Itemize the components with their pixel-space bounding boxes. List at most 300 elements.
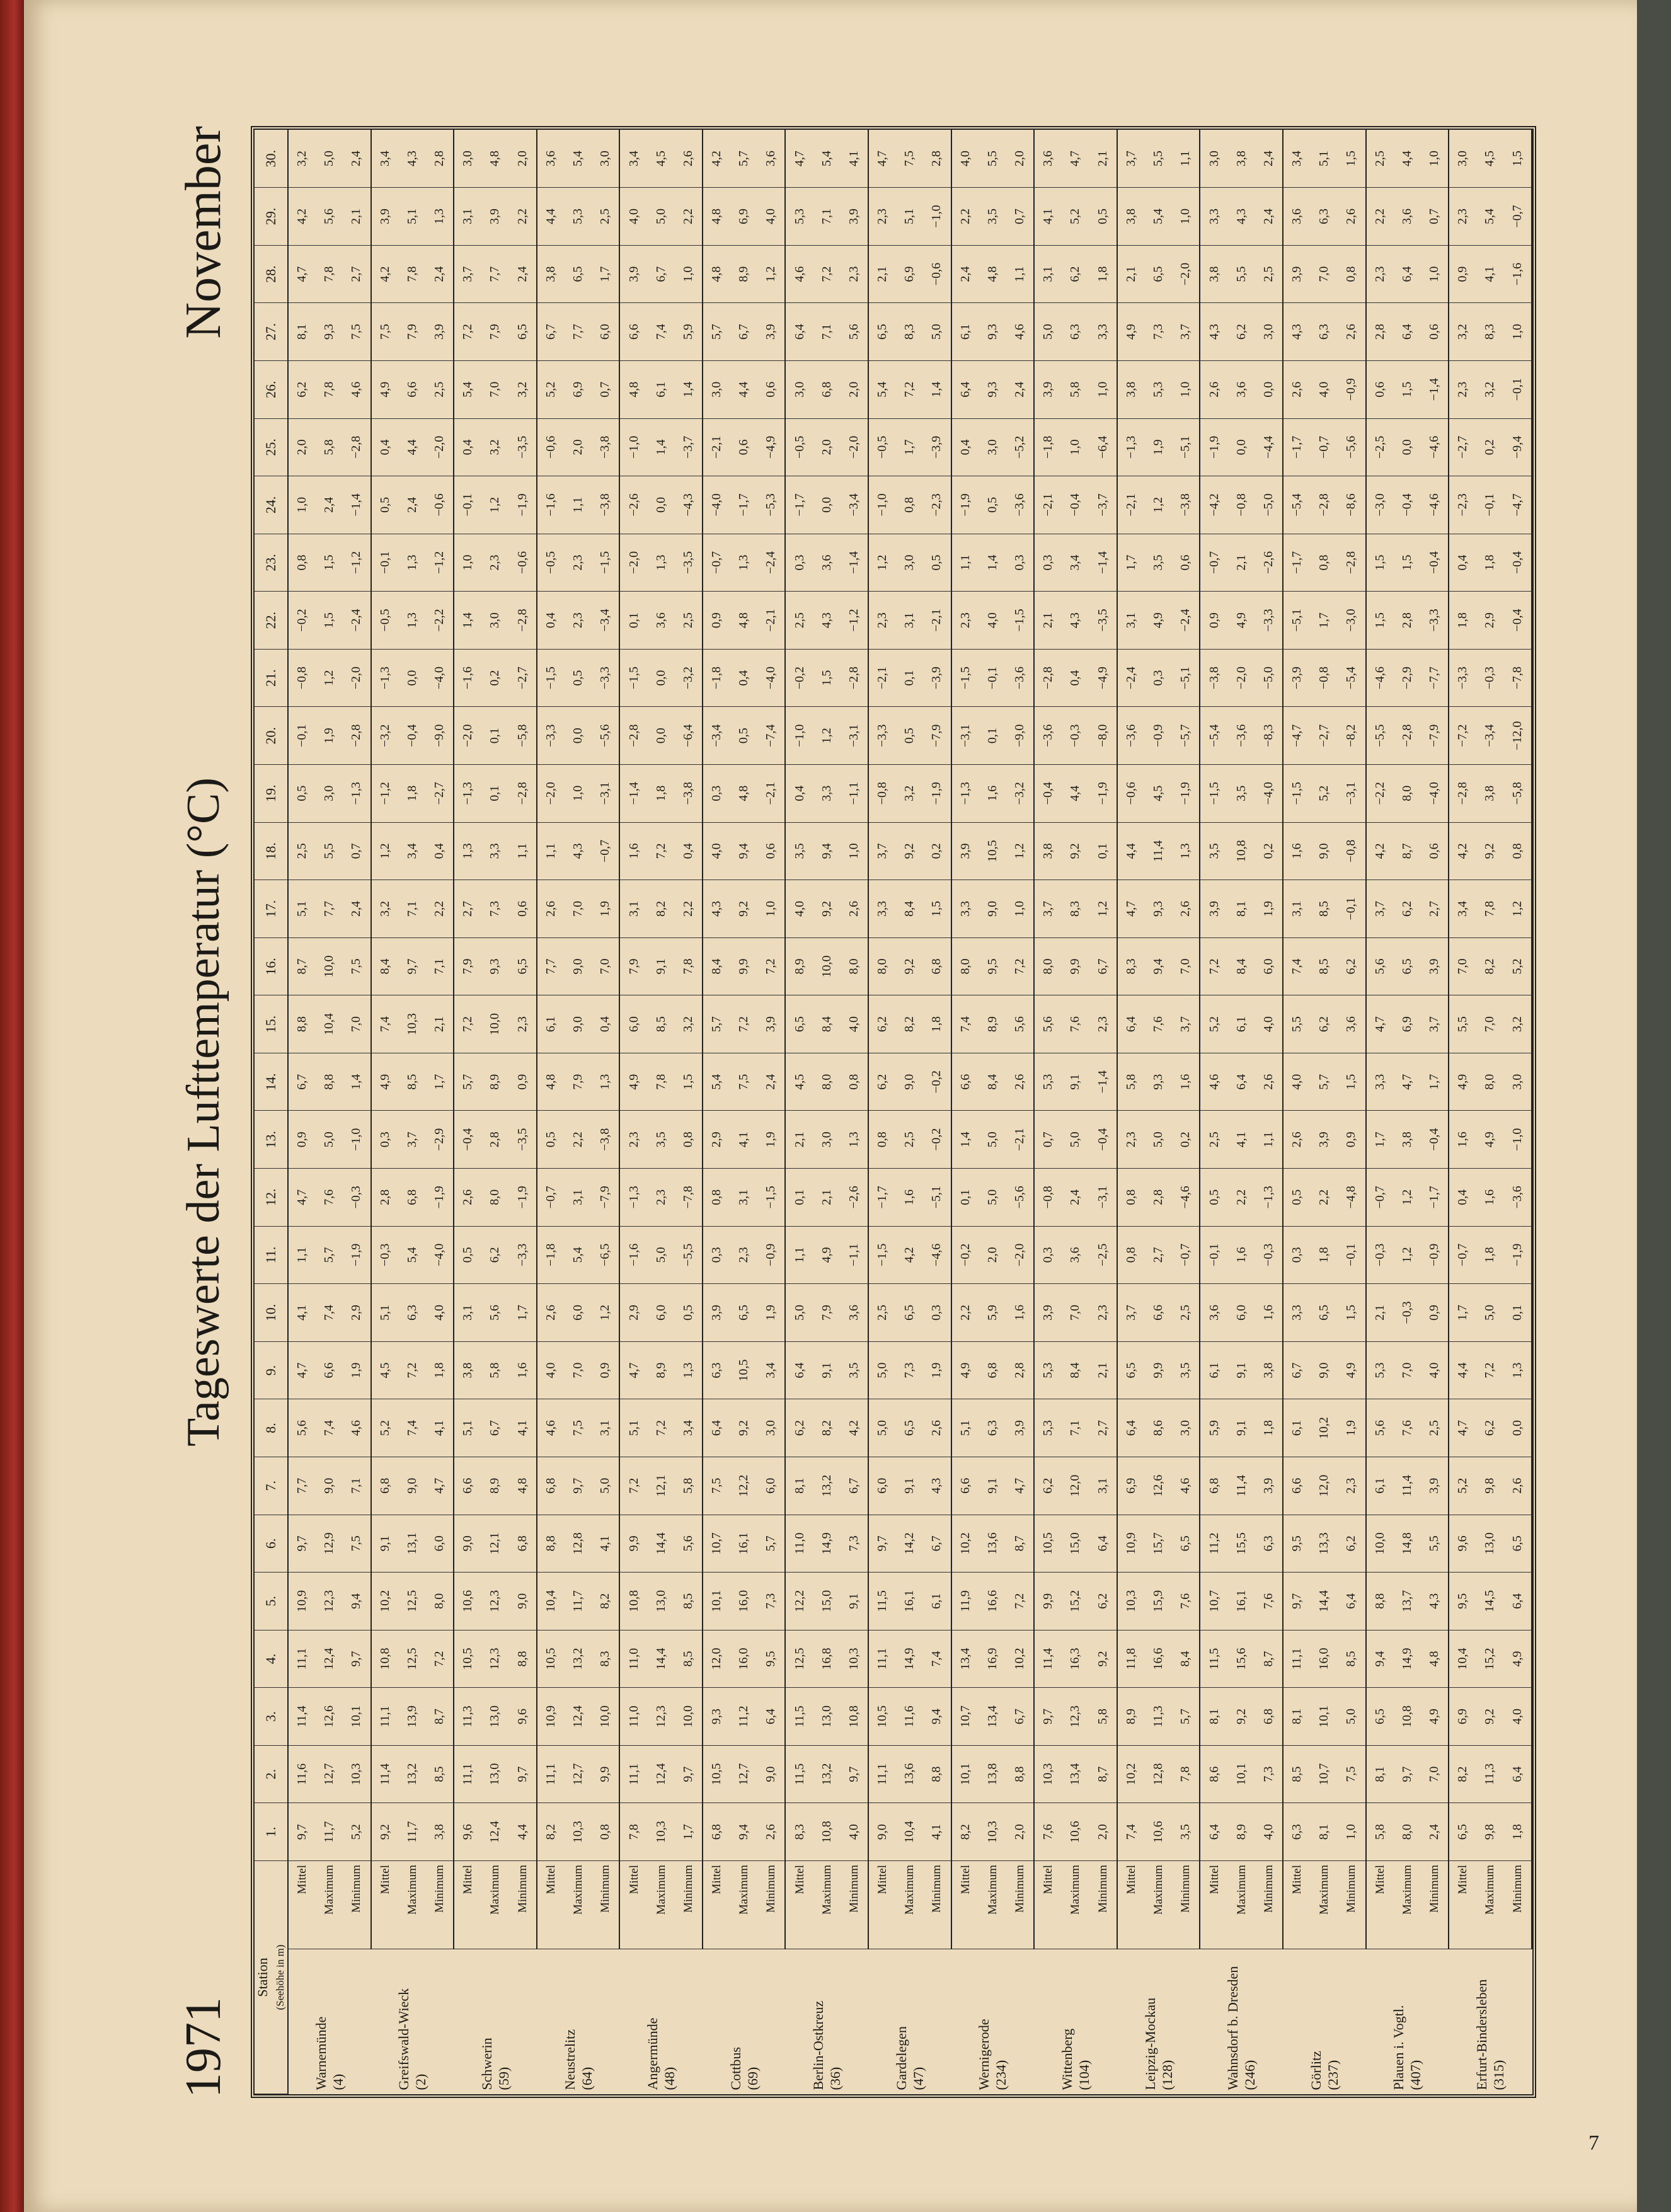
temperature-cell: 5,0	[785, 1284, 813, 1342]
temperature-cell: 9,3	[482, 937, 509, 995]
temperature-cell: −1,6	[537, 476, 565, 534]
temperature-cell: 6,4	[703, 1399, 730, 1457]
day-header: 8.	[255, 1399, 288, 1457]
temperature-cell: −1,3	[619, 1169, 647, 1227]
day-header: 21.	[255, 649, 288, 707]
temperature-cell: −6,5	[592, 1226, 619, 1284]
row-kind-label: Mittel	[288, 1860, 316, 1949]
temperature-cell: 0,3	[785, 534, 813, 592]
temperature-cell: 10,5	[730, 1341, 757, 1399]
table-row	[757, 130, 785, 2094]
temperature-cell: 4,5	[1476, 130, 1503, 188]
temperature-cell: 8,1	[1228, 880, 1255, 938]
temperature-cell: −1,4	[1421, 360, 1449, 418]
temperature-cell: 3,7	[1172, 303, 1200, 361]
temperature-cell: 5,2	[343, 1803, 370, 1861]
temperature-cell: −12,0	[1503, 707, 1532, 765]
day-header: 26.	[255, 360, 288, 418]
temperature-cell: −4,4	[1255, 418, 1283, 476]
temperature-cell: −3,3	[592, 649, 619, 707]
temperature-cell: 5,2	[1449, 1457, 1476, 1515]
temperature-cell: 2,1	[1366, 1284, 1394, 1342]
temperature-cell: 1,1	[508, 822, 536, 880]
temperature-cell: 4,2	[703, 130, 730, 188]
temperature-cell: 9,0	[565, 937, 592, 995]
temperature-cell: 9,2	[1476, 1688, 1503, 1746]
temperature-cell: 2,3	[951, 592, 979, 650]
temperature-cell: 0,2	[1476, 418, 1503, 476]
temperature-cell: 2,2	[1366, 188, 1394, 246]
temperature-cell: −0,5	[868, 418, 896, 476]
temperature-cell: 3,9	[619, 245, 647, 303]
temperature-cell: 2,2	[675, 880, 703, 938]
temperature-cell: 6,7	[1006, 1688, 1034, 1746]
temperature-cell: 4,1	[508, 1399, 536, 1457]
temperature-cell: 8,5	[1311, 937, 1338, 995]
temperature-cell: 0,0	[1394, 418, 1421, 476]
temperature-cell: 6,1	[1228, 995, 1255, 1053]
temperature-cell: −3,6	[1503, 1169, 1532, 1227]
table-row	[1089, 130, 1117, 2094]
temperature-cell: 3,7	[399, 1111, 426, 1169]
temperature-cell: 12,3	[648, 1688, 675, 1746]
temperature-cell: 4,8	[1421, 1630, 1449, 1688]
temperature-cell: 16,8	[813, 1630, 841, 1688]
temperature-cell: 1,0	[1421, 245, 1449, 303]
temperature-cell: 1,0	[288, 476, 316, 534]
temperature-cell: 6,2	[868, 995, 896, 1053]
temperature-cell: 9,9	[619, 1515, 647, 1573]
temperature-cell: 1,5	[813, 649, 841, 707]
temperature-cell: 1,6	[1006, 1284, 1034, 1342]
temperature-cell: −2,6	[619, 476, 647, 534]
temperature-cell: −1,3	[454, 765, 481, 823]
temperature-cell: 3,9	[1034, 360, 1062, 418]
temperature-cell: 5,7	[1172, 1688, 1200, 1746]
temperature-cell: 1,1	[565, 476, 592, 534]
temperature-cell: 16,9	[979, 1630, 1006, 1688]
temperature-cell: 8,0	[951, 937, 979, 995]
temperature-cell: 2,5	[868, 1284, 896, 1342]
temperature-cell: 8,9	[1117, 1688, 1145, 1746]
temperature-cell: 0,5	[730, 707, 757, 765]
temperature-cell: −0,7	[1449, 1226, 1476, 1284]
temperature-cell: −1,3	[371, 649, 399, 707]
temperature-cell: 6,8	[979, 1341, 1006, 1399]
temperature-cell: −5,6	[592, 707, 619, 765]
temperature-cell: −8,6	[1338, 476, 1365, 534]
temperature-cell: 9,2	[1089, 1630, 1117, 1688]
temperature-cell: 2,3	[648, 1169, 675, 1227]
temperature-cell: −3,8	[1200, 649, 1227, 707]
temperature-cell: −3,2	[1006, 765, 1034, 823]
temperature-cell: −0,1	[288, 707, 316, 765]
row-kind-label: Maximum	[1062, 1860, 1089, 1949]
temperature-cell: 2,3	[868, 188, 896, 246]
temperature-cell: 3,0	[1200, 130, 1227, 188]
temperature-cell: 4,3	[1200, 303, 1227, 361]
temperature-cell: 11,2	[1200, 1515, 1227, 1573]
temperature-cell: 4,4	[508, 1803, 536, 1861]
temperature-cell: 2,2	[426, 880, 454, 938]
temperature-cell: 4,3	[1421, 1573, 1449, 1630]
temperature-cell: 0,5	[565, 649, 592, 707]
temperature-cell: −2,8	[1338, 534, 1365, 592]
station-header	[255, 1860, 288, 2094]
row-kind-label: Minimum	[757, 1860, 785, 1949]
temperature-cell: −1,9	[1089, 765, 1117, 823]
temperature-cell: 3,3	[813, 765, 841, 823]
temperature-cell: 2,5	[1200, 1111, 1227, 1169]
temperature-cell: −3,4	[841, 476, 868, 534]
temperature-cell: 6,5	[565, 245, 592, 303]
temperature-cell: 16,1	[1228, 1573, 1255, 1630]
temperature-cell: −1,7	[1283, 534, 1311, 592]
temperature-cell: 7,2	[1006, 1573, 1034, 1630]
temperature-cell: 3,8	[1117, 360, 1145, 418]
temperature-cell: −7,2	[1449, 707, 1476, 765]
temperature-cell: 3,8	[454, 1341, 481, 1399]
temperature-cell: 4,9	[1449, 1053, 1476, 1111]
temperature-cell: 5,2	[1311, 765, 1338, 823]
temperature-cell: 2,3	[868, 592, 896, 650]
temperature-cell: 1,5	[1394, 534, 1421, 592]
temperature-cell: −1,5	[1283, 765, 1311, 823]
temperature-cell: 1,2	[813, 707, 841, 765]
temperature-cell: 6,0	[565, 1284, 592, 1342]
temperature-cell: −3,3	[508, 1226, 536, 1284]
temperature-cell: 8,1	[1311, 1803, 1338, 1861]
temperature-cell: 3,2	[508, 360, 536, 418]
temperature-cell: 4,8	[979, 245, 1006, 303]
temperature-cell: 12,1	[648, 1457, 675, 1515]
temperature-cell: −3,2	[371, 707, 399, 765]
temperature-cell: −0,1	[1338, 880, 1365, 938]
temperature-cell: 4,8	[730, 592, 757, 650]
temperature-cell: 7,5	[371, 303, 399, 361]
temperature-cell: 5,2	[1200, 995, 1227, 1053]
temperature-cell: 4,3	[1283, 303, 1311, 361]
temperature-cell: 3,3	[868, 880, 896, 938]
temperature-cell: 2,4	[1255, 130, 1283, 188]
temperature-cell: −1,5	[1006, 592, 1034, 650]
temperature-cell: −1,8	[537, 1226, 565, 1284]
temperature-cell: 4,0	[1503, 1688, 1532, 1746]
day-header: 3.	[255, 1688, 288, 1746]
temperature-cell: 5,0	[979, 1111, 1006, 1169]
temperature-cell: 5,3	[565, 188, 592, 246]
temperature-cell: −5,2	[1006, 418, 1034, 476]
temperature-cell: 6,4	[1503, 1573, 1532, 1630]
temperature-cell: −1,2	[343, 534, 370, 592]
temperature-cell: 1,5	[1394, 360, 1421, 418]
temperature-cell: 1,5	[1503, 130, 1532, 188]
day-header: 25.	[255, 418, 288, 476]
temperature-cell: 11,6	[288, 1745, 316, 1803]
temperature-cell: 5,5	[1421, 1515, 1449, 1573]
temperature-cell: 9,1	[979, 1457, 1006, 1515]
temperature-cell: 10,5	[537, 1630, 565, 1688]
temperature-cell: 3,0	[1172, 1399, 1200, 1457]
temperature-cell: 7,5	[565, 1399, 592, 1457]
station-name: Wahnsdorf b. Dresden	[1225, 1966, 1241, 2090]
temperature-cell: 13,9	[399, 1688, 426, 1746]
temperature-cell: 7,8	[399, 245, 426, 303]
temperature-cell: 7,8	[316, 360, 343, 418]
temperature-cell: 4,2	[288, 188, 316, 246]
temperature-cell: 16,1	[730, 1515, 757, 1573]
temperature-cell: 11,1	[619, 1745, 647, 1803]
temperature-cell: 2,3	[565, 534, 592, 592]
temperature-cell: 0,4	[785, 765, 813, 823]
table-row	[316, 130, 343, 2094]
table-row	[979, 130, 1006, 2094]
temperature-cell: 5,4	[813, 130, 841, 188]
row-kind-label: Maximum	[1311, 1860, 1338, 1949]
temperature-cell: −0,7	[703, 534, 730, 592]
temperature-cell: −5,1	[1172, 418, 1200, 476]
station-name: Plauen i. Vogtl.	[1391, 2005, 1407, 2090]
temperature-cell: −3,2	[675, 649, 703, 707]
temperature-cell: −4,0	[426, 649, 454, 707]
temperature-cell: 9,5	[1449, 1573, 1476, 1630]
temperature-cell: 6,4	[1117, 995, 1145, 1053]
temperature-cell: 0,5	[371, 476, 399, 534]
temperature-cell: 5,5	[1228, 245, 1255, 303]
temperature-cell: 3,4	[1283, 130, 1311, 188]
temperature-cell: 6,5	[896, 1399, 923, 1457]
temperature-cell: 6,6	[951, 1053, 979, 1111]
temperature-cell: 2,2	[508, 188, 536, 246]
temperature-cell: 3,1	[1117, 592, 1145, 650]
temperature-cell: 8,0	[426, 1573, 454, 1630]
temperature-cell: 11,4	[1228, 1457, 1255, 1515]
temperature-cell: 3,4	[675, 1399, 703, 1457]
temperature-cell: 6,5	[1449, 1803, 1476, 1861]
temperature-cell: 3,2	[1503, 995, 1532, 1053]
temperature-cell: −0,8	[1311, 649, 1338, 707]
temperature-cell: 4,7	[288, 1169, 316, 1227]
temperature-cell: 3,2	[1449, 303, 1476, 361]
row-kind-label: Minimum	[1503, 1860, 1532, 1949]
temperature-cell: 1,2	[1089, 880, 1117, 938]
temperature-cell: 11,5	[785, 1688, 813, 1746]
temperature-cell: 11,6	[896, 1688, 923, 1746]
temperature-cell: −0,6	[426, 476, 454, 534]
temperature-cell: 1,8	[426, 1341, 454, 1399]
temperature-cell: 6,2	[1034, 1457, 1062, 1515]
temperature-cell: −4,6	[1421, 418, 1449, 476]
temperature-cell: 13,6	[979, 1515, 1006, 1573]
temperature-cell: 0,8	[1338, 245, 1365, 303]
temperature-cell: 1,4	[675, 360, 703, 418]
temperature-cell: 7,0	[1449, 937, 1476, 995]
temperature-cell: 7,0	[1421, 1745, 1449, 1803]
temperature-cell: 6,9	[1394, 995, 1421, 1053]
temperature-cell: 5,3	[1034, 1053, 1062, 1111]
temperature-cell: 7,6	[1145, 995, 1172, 1053]
temperature-cell: −3,0	[1366, 476, 1394, 534]
temperature-cell: −0,9	[1421, 1226, 1449, 1284]
station-height: (48)	[662, 2066, 678, 2090]
temperature-cell: 8,5	[1338, 1630, 1365, 1688]
temperature-cell: −4,2	[1200, 476, 1227, 534]
temperature-cell: 3,7	[454, 245, 481, 303]
temperature-cell: −0,3	[1255, 1226, 1283, 1284]
temperature-cell: 8,9	[482, 1053, 509, 1111]
temperature-cell: 0,8	[841, 1053, 868, 1111]
temperature-cell: 12,7	[316, 1745, 343, 1803]
temperature-cell: 1,9	[592, 880, 619, 938]
temperature-cell: 6,9	[896, 245, 923, 303]
temperature-cell: 0,1	[1089, 822, 1117, 880]
temperature-cell: 6,2	[1338, 1515, 1365, 1573]
temperature-cell: 12,2	[785, 1573, 813, 1630]
temperature-cell: 15,9	[1145, 1573, 1172, 1630]
temperature-cell: 9,0	[757, 1745, 785, 1803]
temperature-cell: 2,7	[1089, 1399, 1117, 1457]
temperature-cell: 4,0	[951, 130, 979, 188]
table-row	[454, 130, 481, 2094]
temperature-cell: 1,0	[565, 765, 592, 823]
temperature-cell: 5,8	[1062, 360, 1089, 418]
temperature-cell: −1,2	[426, 534, 454, 592]
table-row	[565, 130, 592, 2094]
rotated-content	[169, 126, 1536, 2098]
temperature-cell: 9,5	[757, 1630, 785, 1688]
temperature-cell: 12,1	[482, 1515, 509, 1573]
temperature-cell: 0,3	[923, 1284, 951, 1342]
temperature-cell: 6,1	[951, 303, 979, 361]
temperature-cell: 1,0	[1172, 360, 1200, 418]
temperature-cell: 5,7	[454, 1053, 481, 1111]
temperature-cell: 7,6	[1172, 1573, 1200, 1630]
temperature-cell: 11,5	[868, 1573, 896, 1630]
temperature-cell: 5,5	[979, 130, 1006, 188]
temperature-cell: −3,1	[592, 765, 619, 823]
day-header: 4.	[255, 1630, 288, 1688]
station-name: Greifswald-Wieck	[396, 1988, 412, 2090]
temperature-cell: 16,1	[896, 1573, 923, 1630]
temperature-cell: 1,5	[1338, 130, 1365, 188]
temperature-cell: 0,4	[371, 418, 399, 476]
temperature-cell: 11,3	[454, 1688, 481, 1746]
background-frame	[1637, 0, 1671, 2212]
temperature-cell: 5,0	[648, 1226, 675, 1284]
temperature-cell: 3,6	[1338, 995, 1365, 1053]
temperature-cell: 3,9	[1034, 1284, 1062, 1342]
temperature-cell: 6,6	[316, 1341, 343, 1399]
temperature-cell: 3,6	[1200, 1284, 1227, 1342]
temperature-cell: 6,0	[1228, 1284, 1255, 1342]
temperature-cell: 7,8	[316, 245, 343, 303]
temperature-cell: 9,0	[316, 1457, 343, 1515]
temperature-cell: 13,2	[813, 1457, 841, 1515]
temperature-cell: 5,1	[619, 1399, 647, 1457]
temperature-cell: 10,0	[482, 995, 509, 1053]
temperature-cell: 5,6	[288, 1399, 316, 1457]
temperature-cell: 7,6	[1255, 1573, 1283, 1630]
temperature-cell: 7,5	[703, 1457, 730, 1515]
temperature-cell: 7,0	[565, 1341, 592, 1399]
temperature-cell: 9,0	[454, 1515, 481, 1573]
temperature-cell: 0,5	[675, 1284, 703, 1342]
temperature-cell: −2,1	[923, 592, 951, 650]
temperature-cell: −7,8	[675, 1169, 703, 1227]
temperature-cell: 3,5	[1145, 534, 1172, 592]
temperature-cell: 1,6	[896, 1169, 923, 1227]
temperature-cell: 8,1	[288, 303, 316, 361]
table-row	[1172, 130, 1200, 2094]
temperature-cell: 4,3	[565, 822, 592, 880]
temperature-cell: 14,9	[896, 1630, 923, 1688]
temperature-cell: 2,7	[343, 245, 370, 303]
temperature-cell: −2,0	[537, 765, 565, 823]
temperature-cell: 0,3	[703, 765, 730, 823]
temperature-cell: 8,4	[1172, 1630, 1200, 1688]
temperature-cell: 4,4	[1449, 1341, 1476, 1399]
temperature-cell: 6,5	[508, 937, 536, 995]
temperature-cell: 10,8	[1394, 1688, 1421, 1746]
temperature-cell: 8,8	[1366, 1573, 1394, 1630]
day-header: 11.	[255, 1226, 288, 1284]
temperature-cell: 1,3	[399, 592, 426, 650]
row-kind-label: Mittel	[785, 1860, 813, 1949]
temperature-cell: −1,4	[619, 765, 647, 823]
temperature-cell: 2,6	[537, 880, 565, 938]
temperature-cell: 7,1	[1062, 1399, 1089, 1457]
temperature-cell: 5,0	[868, 1399, 896, 1457]
temperature-cell: 2,4	[399, 476, 426, 534]
temperature-cell: 12,3	[1062, 1688, 1089, 1746]
temperature-cell: 9,1	[371, 1515, 399, 1573]
temperature-cell: 3,6	[1034, 130, 1062, 188]
row-kind-label: Maximum	[730, 1860, 757, 1949]
station-name: Schwerin	[478, 2037, 495, 2090]
temperature-cell: −1,5	[951, 649, 979, 707]
temperature-cell: 3,0	[1503, 1053, 1532, 1111]
temperature-cell: −5,5	[675, 1226, 703, 1284]
temperature-cell: 6,2	[1338, 937, 1365, 995]
temperature-cell: −1,5	[619, 649, 647, 707]
temperature-cell: 0,3	[1145, 649, 1172, 707]
temperature-cell: 6,4	[1394, 245, 1421, 303]
temperature-cell: 0,6	[1421, 822, 1449, 880]
temperature-cell: 6,7	[1283, 1341, 1311, 1399]
temperature-cell: −0,4	[399, 707, 426, 765]
temperature-cell: 6,4	[785, 1341, 813, 1399]
temperature-cell: 4,9	[1503, 1630, 1532, 1688]
temperature-cell: −0,1	[979, 649, 1006, 707]
temperature-cell: 6,4	[951, 360, 979, 418]
temperature-cell: 2,3	[508, 995, 536, 1053]
temperature-cell: −4,0	[757, 649, 785, 707]
temperature-cell: 8,5	[1283, 1745, 1311, 1803]
temperature-cell: 1,5	[1366, 592, 1394, 650]
temperature-cell: −1,9	[508, 476, 536, 534]
temperature-cell: 5,8	[675, 1457, 703, 1515]
temperature-cell: −1,7	[1283, 418, 1311, 476]
temperature-cell: 6,9	[1117, 1457, 1145, 1515]
table-row	[619, 130, 647, 2094]
temperature-cell: 7,4	[371, 995, 399, 1053]
temperature-cell: 7,5	[343, 1515, 370, 1573]
temperature-cell: 10,1	[951, 1745, 979, 1803]
temperature-cell: 3,9	[1255, 1457, 1283, 1515]
temperature-cell: 0,8	[1503, 822, 1532, 880]
station-name-cell	[1034, 1949, 1117, 2094]
temperature-cell: 6,2	[1476, 1399, 1503, 1457]
